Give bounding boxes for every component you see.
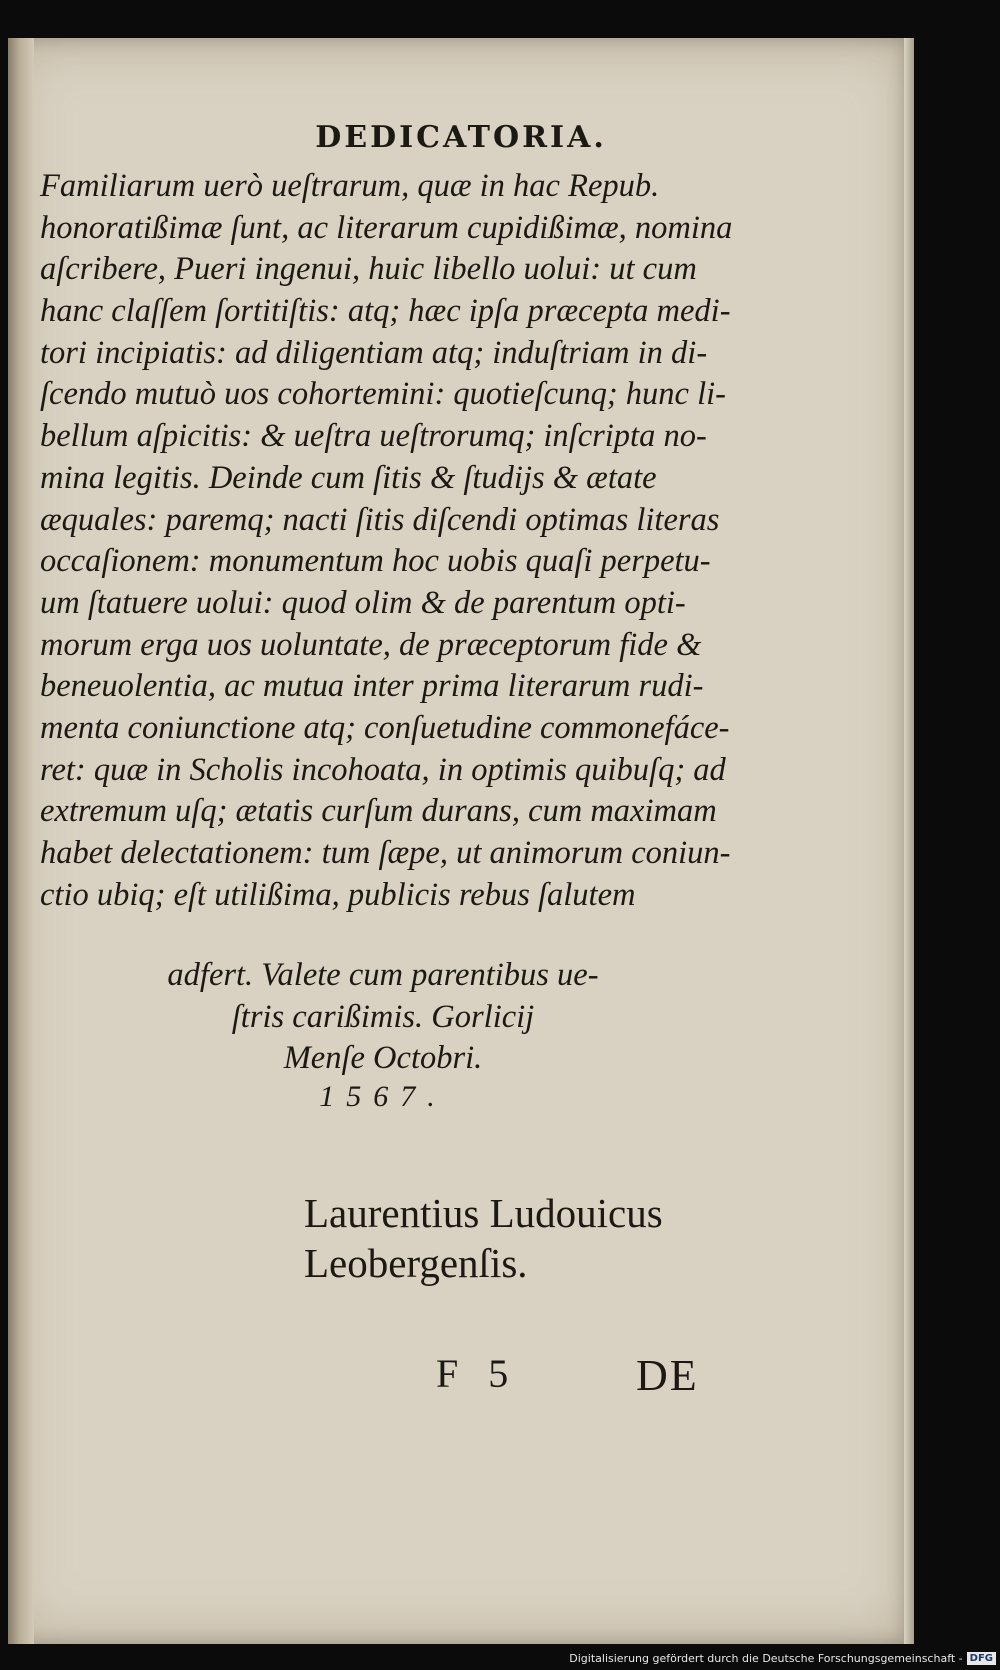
book-page — [8, 38, 914, 1644]
text-line: um ſtatuere uolui: quod olim & de parentum opti- — [40, 584, 686, 621]
dfg-logo: DFG — [967, 1652, 996, 1665]
text-line: occaſionem: monumentum hoc uobis quaſi perpetu- — [40, 543, 711, 580]
text-line: extremum uſq; ætatis curſum durans, cum maximam — [40, 793, 717, 830]
closing-line: ſtris carißimis. Gorlicij — [231, 998, 535, 1035]
text-line: bellum aſpicitis: & ueſtra ueſtrorumq; inſcripta no- — [40, 418, 707, 455]
author-origin: Leobergenſis. — [304, 1240, 528, 1286]
text-line: menta coniunctione atq; conſuetudine commonefáce- — [40, 709, 730, 746]
signature-mark: F 5 — [436, 1351, 519, 1396]
page-edge — [904, 38, 914, 1644]
body-text — [40, 166, 733, 916]
text-line: ctio ubiq; eſt utilißima, publicis rebus ſalutem — [40, 876, 636, 913]
digitization-credit — [569, 1648, 1000, 1668]
running-header: DEDICATORIA. — [315, 120, 607, 155]
text-line: beneuolentia, ac mutua inter prima literarum rudi- — [40, 668, 704, 705]
text-line: hanc claſſem ſortitiſtis: atq; hæc ipſa præcepta medi- — [40, 293, 731, 330]
closing-line: Menſe Octobri. — [283, 1040, 483, 1077]
author-signature — [304, 1188, 663, 1288]
binding-edge — [8, 38, 34, 1644]
text-line: aſcribere, Pueri ingenui, huic libello uolui: ut cum — [40, 251, 697, 288]
text-line: ret: quæ in Scholis incohoata, in optimis quibuſq; ad — [40, 751, 726, 788]
credit-text: Digitalisierung gefördert durch die Deutsche Forschungsgemeinschaft - — [569, 1651, 963, 1665]
text-line: habet delectationem: tum ſæpe, ut animorum coniun- — [40, 835, 731, 871]
closing-line: adfert. Valete cum parentibus ue- — [167, 957, 599, 993]
catchword: DE — [636, 1351, 699, 1400]
text-line: honoratißimæ ſunt, ac literarum cupidißimæ, nomina — [40, 209, 733, 246]
text-line: morum erga uos uoluntate, de præceptorum fide & — [40, 626, 702, 663]
text-line: tori incipiatis: ad diligentiam atq; induſtriam in di- — [40, 334, 708, 371]
text-line: æquales: paremq; nacti ſitis diſcendi optimas literas — [40, 501, 720, 538]
author-name: Laurentius Ludouicus — [304, 1190, 663, 1236]
text-line: ſcendo mutuò uos cohortemini: quotieſcunq; hunc li- — [40, 376, 726, 413]
closing-text — [8, 955, 758, 1080]
date-year: 1567. — [319, 1080, 447, 1113]
text-line: Familiarum uerò ueſtrarum, quæ in hac Repub. — [40, 168, 660, 204]
text-line: mina legitis. Deinde cum ſitis & ſtudijs & ætate — [40, 459, 657, 496]
